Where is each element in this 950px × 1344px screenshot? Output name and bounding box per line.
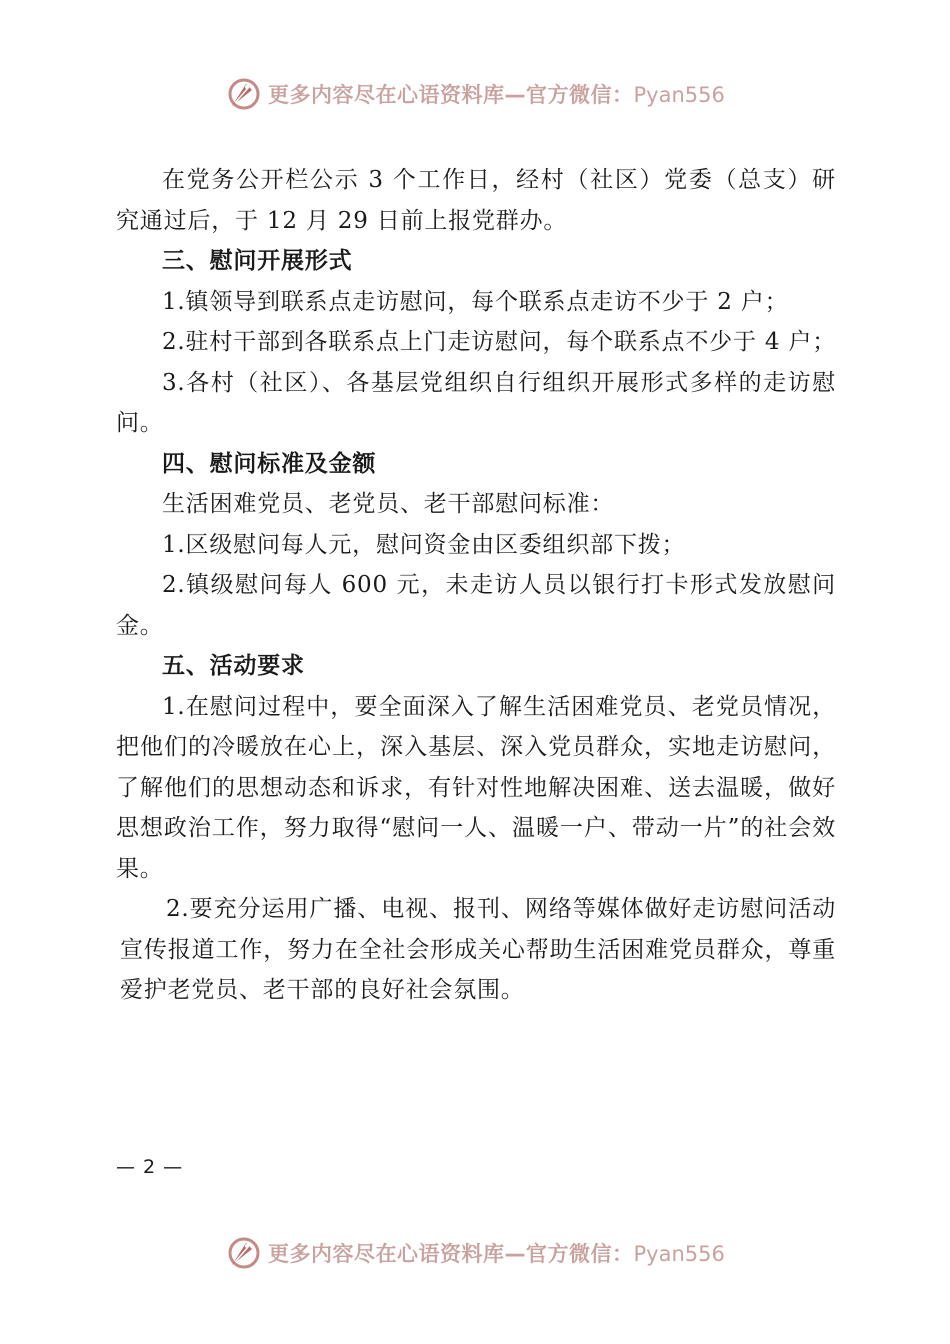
pen-nib-logo-icon xyxy=(226,1235,262,1271)
watermark-banner-top xyxy=(226,74,725,114)
paragraph-intro: 在党务公开栏公示 3 个工作日，经村（社区）党委（总支）研究通过后，于 12 月 29 日前上报党群办。 xyxy=(116,167,836,234)
page-number: — 2 — xyxy=(116,1156,184,1178)
list-item-5-2: 2.要充分运用广播、电视、报刊、网络等媒体做好走访慰问活动宣传报道工作，努力在全社会形成关心帮助生活困难党员群众，尊重爱护老党员、老干部的良好社会氛围。 xyxy=(120,896,836,1003)
list-item-4-1: 1.区级慰问每人元，慰问资金由区委组织部下拨； xyxy=(162,531,686,558)
list-item-3-1: 1.镇领导到联系点走访慰问，每个联系点走访不少于 2 户； xyxy=(162,288,789,315)
list-item-4-2: 2.镇级慰问每人 600 元，未走访人员以银行打卡形式发放慰问金。 xyxy=(116,572,836,639)
section-heading-3: 三、慰问开展形式 xyxy=(162,248,353,274)
section-heading-4: 四、慰问标准及金额 xyxy=(162,450,377,477)
paragraph-standard: 生活困难党员、老党员、老干部慰问标准： xyxy=(162,491,615,517)
list-item-5-1: 1.在慰问过程中，要全面深入了解生活困难党员、老党员情况，把他们的冷暖放在心上，深入基层、深入党员群众，实地走访慰问，了解他们的思想动态和诉求，有针对性地解决困难、送去温暖，做好思想政治工作，努力取得“慰问一人、温暖一户、带动一片”的社会效果。 xyxy=(116,693,836,882)
section-heading-5: 五、活动要求 xyxy=(162,653,305,679)
watermark-text: 更多内容尽在心语资料库—官方微信：Pyan556 xyxy=(268,1242,725,1266)
document-body xyxy=(116,160,836,1011)
list-item-3-3: 3.各村（社区）、各基层党组织自行组织开展形式多样的走访慰问。 xyxy=(116,369,836,436)
watermark-text: 更多内容尽在心语资料库—官方微信：Pyan556 xyxy=(268,83,725,107)
pen-nib-logo-icon xyxy=(226,76,262,112)
list-item-3-2: 2.驻村干部到各联系点上门走访慰问，每个联系点不少于 4 户； xyxy=(162,329,836,355)
watermark-banner-bottom xyxy=(226,1233,725,1273)
